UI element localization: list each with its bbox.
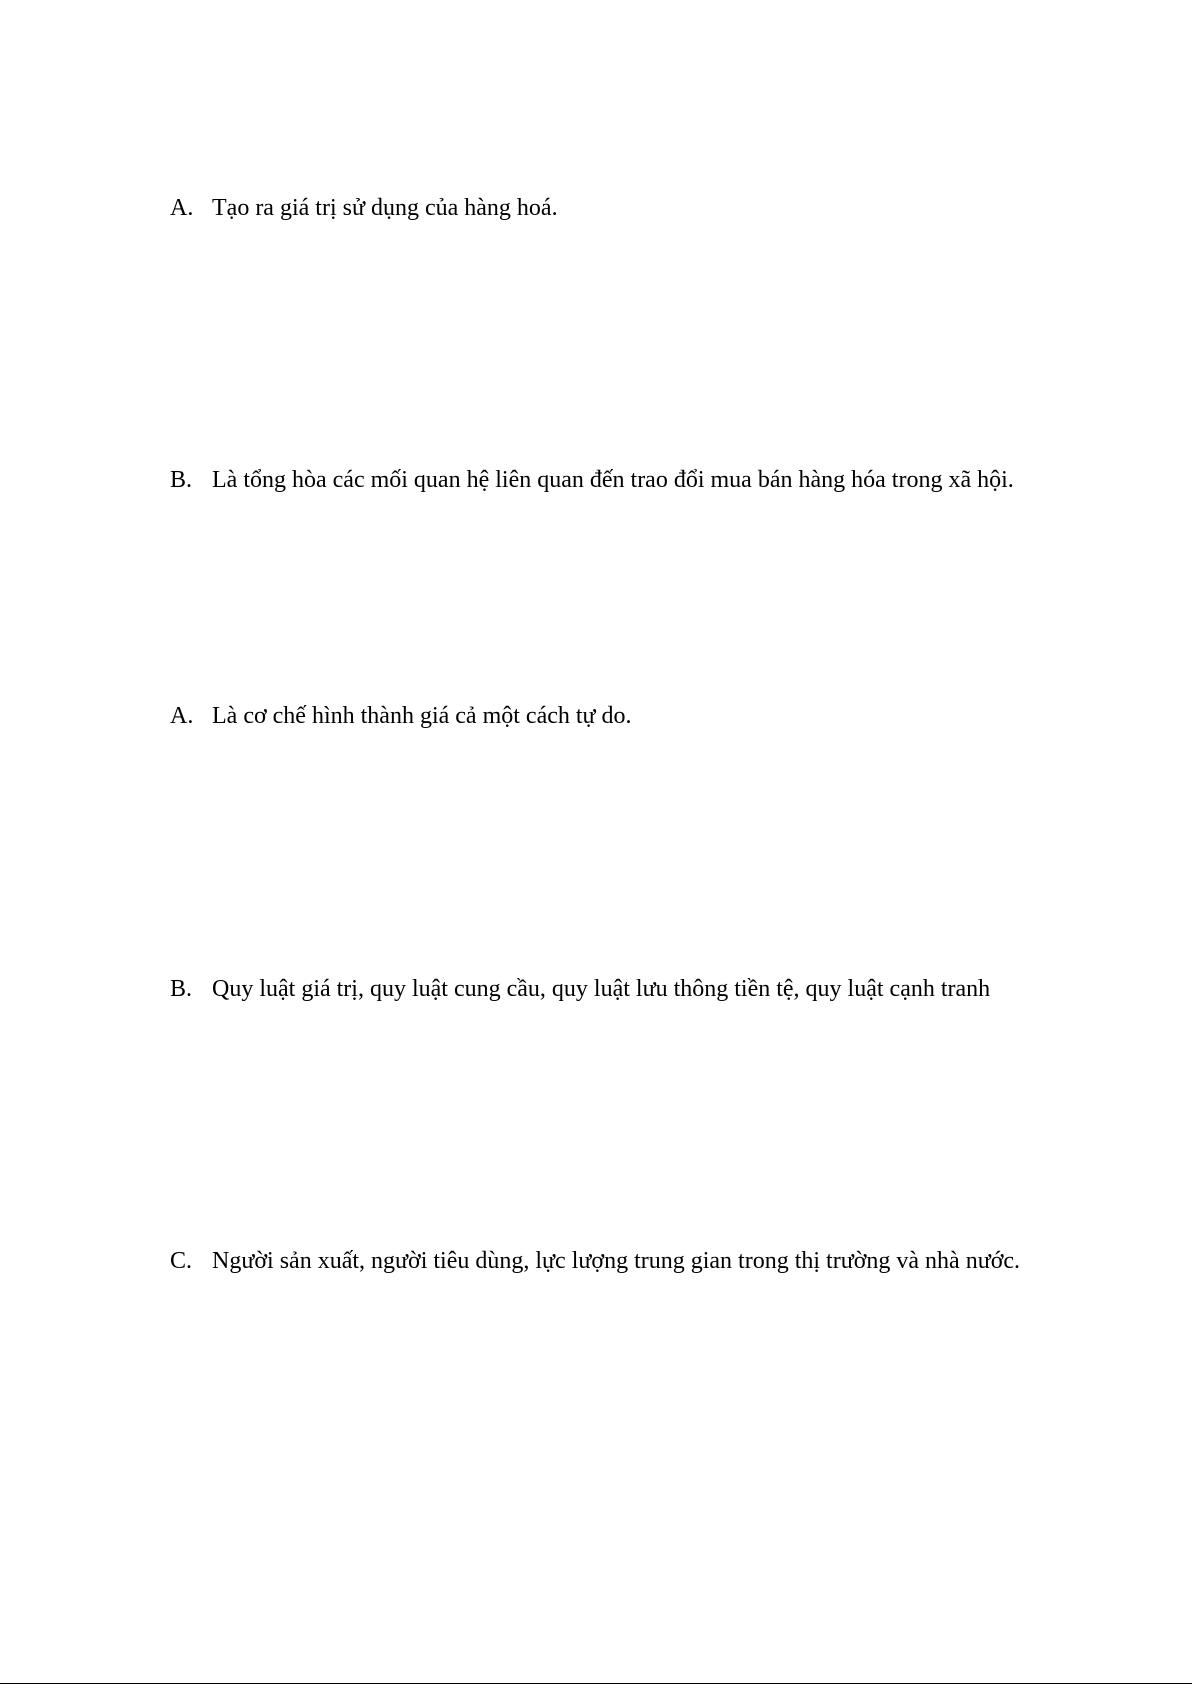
page-bottom-divider (0, 1683, 1192, 1684)
option-letter: B. (170, 467, 193, 493)
option-text: Người sản xuất, người tiêu dùng, lực lượng trung gian trong thị trường và nhà nước. (212, 1248, 1021, 1274)
option-letter: A. (170, 195, 194, 221)
answer-option (170, 1242, 1084, 1281)
option-letter: B. (170, 976, 193, 1002)
answer-option (170, 970, 1084, 1009)
option-text: Là cơ chế hình thành giá cả một cách tự do. (212, 703, 632, 729)
answer-option (170, 461, 1084, 500)
option-text: Là tổng hòa các mối quan hệ liên quan đến trao đổi mua bán hàng hóa trong xã hội. (212, 467, 1014, 493)
option-letter: C. (170, 1248, 193, 1274)
answer-option (170, 189, 1084, 228)
option-letter: A. (170, 703, 194, 729)
option-text: Tạo ra giá trị sử dụng của hàng hoá. (212, 195, 558, 221)
answer-option (170, 697, 1084, 736)
option-text: Quy luật giá trị, quy luật cung cầu, quy luật lưu thông tiền tệ, quy luật cạnh tranh (212, 976, 991, 1002)
